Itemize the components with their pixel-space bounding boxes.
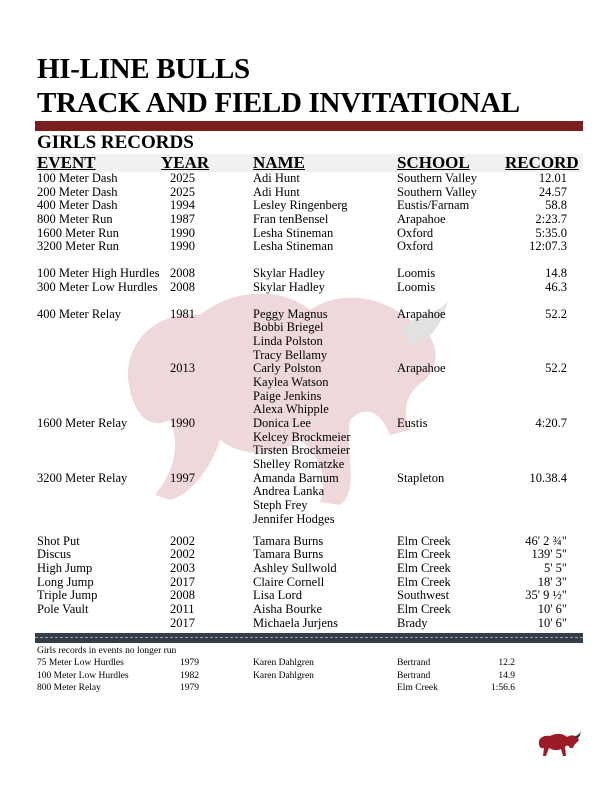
event-cell: 800 Meter Relay: [37, 682, 101, 693]
record-cell: 139' 5": [531, 547, 567, 562]
school-cell: Loomis: [397, 266, 436, 281]
year-cell: 1990: [170, 239, 195, 254]
event-cell: 300 Meter Low Hurdles: [37, 279, 158, 294]
year-cell: 2013: [170, 361, 195, 376]
name-cell: Karen Dahlgren: [253, 670, 314, 681]
record-cell: 18' 3": [537, 574, 567, 589]
school-cell: Elm Creek: [397, 533, 451, 548]
name-cell: Tracy Bellamy: [253, 347, 328, 362]
table-row: [0, 458, 612, 472]
table-row: [0, 281, 612, 295]
table-row: [0, 227, 612, 241]
name-cell: Alexa Whipple: [253, 402, 329, 417]
record-cell: 10.38.4: [529, 470, 567, 485]
name-cell: Carly Polston: [253, 361, 322, 376]
school-cell: Elm Creek: [397, 574, 451, 589]
school-cell: Loomis: [397, 279, 436, 294]
name-cell: Lesley Ringenberg: [253, 198, 348, 213]
table-row: [0, 267, 612, 281]
year-cell: 2008: [170, 588, 195, 603]
bull-logo-icon: [535, 728, 581, 758]
record-cell: 12:07.3: [529, 239, 567, 254]
event-cell: High Jump: [37, 560, 93, 575]
event-cell: 1600 Meter Relay: [37, 416, 128, 430]
column-header-event: EVENT: [37, 153, 96, 172]
school-cell: Bertrand: [397, 658, 431, 669]
table-row: [0, 444, 612, 458]
column-header-year: YEAR: [161, 153, 210, 172]
record-cell: 58.8: [545, 198, 567, 213]
school-cell: Eustis: [397, 416, 428, 430]
school-cell: Brady: [397, 615, 428, 630]
record-cell: 24.57: [538, 184, 567, 199]
title-divider-bar: [35, 121, 583, 131]
name-cell: Adi Hunt: [253, 171, 300, 185]
name-cell: Lisa Lord: [253, 588, 302, 603]
name-cell: Lesha Stineman: [253, 239, 334, 254]
year-cell: 2017: [170, 574, 195, 589]
year-cell: 1982: [180, 670, 199, 681]
school-cell: Oxford: [397, 239, 434, 254]
school-cell: Arapahoe: [397, 212, 446, 227]
record-cell: 35' 9 ½": [525, 588, 567, 603]
school-cell: Bertrand: [397, 670, 431, 681]
year-cell: 2025: [170, 171, 195, 185]
column-header-record: RECORD: [505, 153, 579, 172]
table-row: [0, 472, 612, 486]
event-cell: Shot Put: [37, 533, 80, 548]
school-cell: Southern Valley: [397, 171, 477, 185]
table-row: [0, 376, 612, 390]
school-cell: Elm Creek: [397, 601, 451, 616]
name-cell: Linda Polston: [253, 333, 323, 348]
table-row: [0, 576, 612, 590]
name-cell: Skylar Hadley: [253, 279, 325, 294]
name-cell: Tamara Burns: [253, 533, 324, 548]
year-cell: 1990: [170, 225, 195, 240]
event-cell: 3200 Meter Relay: [37, 470, 128, 485]
name-cell: Fran tenBensel: [253, 212, 329, 227]
record-cell: 1:56.6: [490, 682, 515, 693]
year-cell: 1987: [170, 212, 195, 227]
event-cell: 400 Meter Relay: [37, 306, 122, 321]
record-cell: 52.2: [545, 306, 567, 321]
name-cell: Karen Dahlgren: [253, 658, 314, 669]
name-cell: Jennifer Hodges: [253, 511, 335, 526]
year-cell: 1981: [170, 306, 195, 321]
table-row: [0, 349, 612, 363]
school-cell: Arapahoe: [397, 361, 446, 376]
school-cell: Stapleton: [397, 470, 445, 485]
table-row: [0, 199, 612, 213]
name-cell: Lesha Stineman: [253, 225, 334, 240]
retired-table-row: [0, 682, 612, 694]
school-cell: Southern Valley: [397, 184, 477, 199]
year-cell: 1994: [170, 198, 195, 213]
year-cell: 2002: [170, 533, 195, 548]
table-row: [0, 513, 612, 527]
name-cell: Claire Cornell: [253, 574, 325, 589]
table-row: [0, 417, 612, 431]
table-row: [0, 431, 612, 445]
name-cell: Paige Jenkins: [253, 388, 322, 403]
name-cell: Aisha Bourke: [253, 601, 323, 616]
table-row: [0, 213, 612, 227]
name-cell: Tamara Burns: [253, 547, 324, 562]
event-cell: 100 Meter High Hurdles: [37, 266, 160, 281]
table-row: [0, 485, 612, 499]
page-title-line1: HI-LINE BULLS: [37, 53, 250, 85]
record-cell: 14.8: [545, 266, 567, 281]
table-row: [0, 335, 612, 349]
column-header-school: SCHOOL: [397, 153, 470, 172]
retired-records-table: [0, 645, 612, 694]
school-cell: Arapahoe: [397, 306, 446, 321]
year-cell: 1979: [180, 658, 199, 669]
event-cell: Triple Jump: [37, 588, 98, 603]
records-table: [0, 172, 612, 630]
record-cell: 12.2: [498, 658, 515, 669]
year-cell: 2017: [170, 615, 195, 630]
event-cell: 100 Meter Dash: [37, 171, 118, 185]
name-cell: Shelley Romatzke: [253, 457, 345, 472]
record-cell: 5:35.0: [535, 225, 567, 240]
section-separator-bar: [35, 633, 583, 643]
record-cell: 46' 2 ¾": [525, 533, 567, 548]
table-row: [0, 362, 612, 376]
event-cell: 1600 Meter Run: [37, 225, 119, 240]
year-cell: 2008: [170, 266, 195, 281]
event-cell: 200 Meter Dash: [37, 184, 118, 199]
name-cell: Ashley Sullwold: [253, 560, 337, 575]
column-header-name: NAME: [253, 153, 305, 172]
retired-records-heading: Girls records in events no longer run: [37, 646, 177, 656]
retired-table-row: [0, 657, 612, 669]
school-cell: Elm Creek: [397, 560, 451, 575]
school-cell: Southwest: [397, 588, 450, 603]
table-row: [0, 603, 612, 617]
page-title-line2: TRACK AND FIELD INVITATIONAL: [37, 87, 520, 119]
table-row: [0, 390, 612, 404]
record-cell: 10' 6": [537, 615, 567, 630]
table-row: [0, 172, 612, 186]
year-cell: 2002: [170, 547, 195, 562]
event-cell: 400 Meter Dash: [37, 198, 118, 213]
table-row: [0, 535, 612, 549]
year-cell: 1979: [180, 682, 199, 693]
record-cell: 10' 6": [537, 601, 567, 616]
name-cell: Donica Lee: [253, 416, 311, 430]
event-cell: Pole Vault: [37, 601, 89, 616]
table-row: [0, 403, 612, 417]
table-header: [35, 154, 583, 172]
table-row: [0, 562, 612, 576]
name-cell: Kaylea Watson: [253, 374, 329, 389]
name-cell: Kelcey Brockmeier: [253, 429, 351, 444]
school-cell: Elm Creek: [397, 682, 438, 693]
year-cell: 2003: [170, 560, 195, 575]
year-cell: 2025: [170, 184, 195, 199]
record-cell: 12.01: [538, 171, 567, 185]
school-cell: Oxford: [397, 225, 434, 240]
name-cell: Peggy Magnus: [253, 306, 328, 321]
table-row: [0, 548, 612, 562]
table-row: [0, 617, 612, 631]
name-cell: Michaela Jurjens: [253, 615, 339, 630]
record-cell: 46.3: [545, 279, 567, 294]
year-cell: 1997: [170, 470, 195, 485]
table-row: [0, 499, 612, 513]
name-cell: Steph Frey: [253, 498, 308, 513]
table-row: [0, 589, 612, 603]
table-row: [0, 321, 612, 335]
year-cell: 2008: [170, 279, 195, 294]
name-cell: Bobbi Briegel: [253, 320, 324, 335]
event-cell: Long Jump: [37, 574, 94, 589]
event-cell: 100 Meter Low Hurdles: [37, 670, 129, 681]
name-cell: Skylar Hadley: [253, 266, 325, 281]
record-cell: 2:23.7: [535, 212, 567, 227]
record-cell: 52.2: [545, 361, 567, 376]
school-cell: Eustis/Farnam: [397, 198, 470, 213]
event-cell: 75 Meter Low Hurdles: [37, 658, 124, 669]
table-row: [0, 240, 612, 254]
name-cell: Adi Hunt: [253, 184, 300, 199]
table-row: [0, 308, 612, 322]
name-cell: Amanda Barnum: [253, 470, 339, 485]
year-cell: 1990: [170, 416, 195, 430]
event-cell: Discus: [37, 547, 72, 562]
record-cell: 14.9: [498, 670, 515, 681]
year-cell: 2011: [170, 601, 195, 616]
event-cell: 3200 Meter Run: [37, 239, 119, 254]
retired-table-row: [0, 670, 612, 682]
event-cell: 800 Meter Run: [37, 212, 113, 227]
record-cell: 4:20.7: [535, 416, 567, 430]
table-row: [0, 186, 612, 200]
name-cell: Tirsten Brockmeier: [253, 443, 351, 458]
name-cell: Andrea Lanka: [253, 484, 325, 499]
section-title: GIRLS RECORDS: [37, 132, 194, 153]
school-cell: Elm Creek: [397, 547, 451, 562]
record-cell: 5' 5": [544, 560, 567, 575]
